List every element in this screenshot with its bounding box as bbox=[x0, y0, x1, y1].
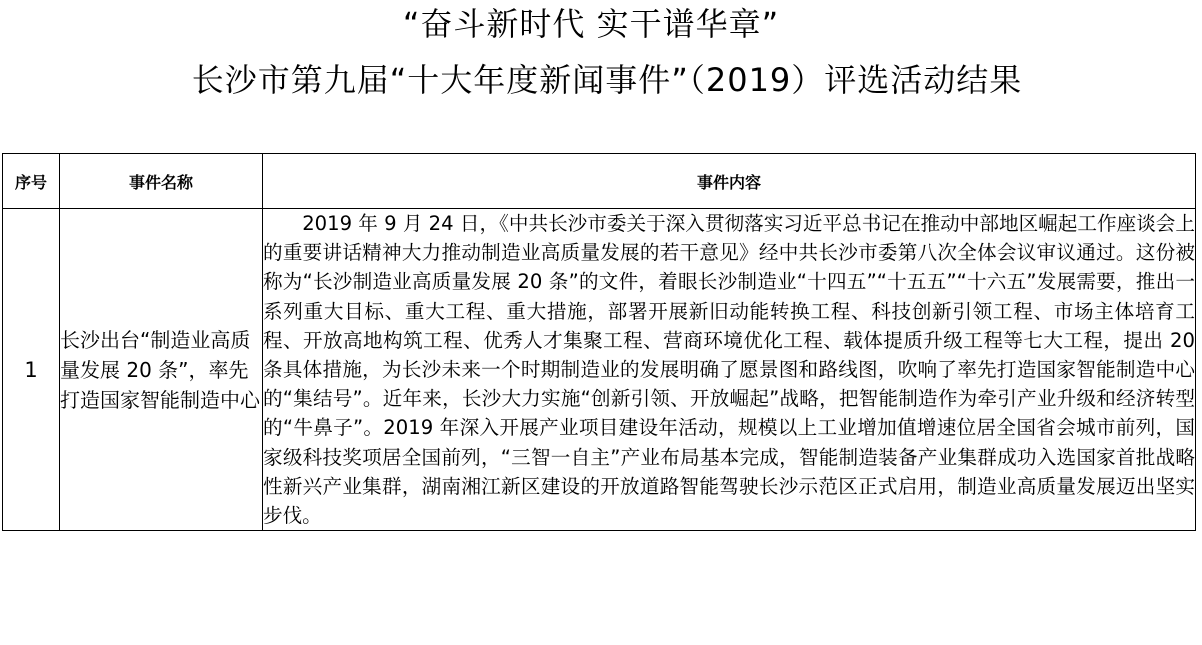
column-header-no: 序号 bbox=[3, 154, 60, 209]
event-content: 2019 年 9 月 24 日，《中共长沙市委关于深入贯彻落实习近平总书记在推动中部地区崛起工作座谈会上的重要讲话精神大力推动制造业高质量发展的若干意见》经中共长沙市委第八次全体会议审议通过。这份被称为“长沙制造业高质量发展 20 条”的文件，着眼长沙制造业“十四五”“十五五”“十六五”发展需要，推出一系列重大目标、重大工程、重大措施，部署开展新旧动能转换工程、科技创新引领工程、市场主体培育工程、开放高地构筑工程、优秀人才集聚工程、营商环境优化工程、载体提质升级工程等七大工程，提出 20 条具体措施，为长沙未来一个时期制造业的发展明确了愿景图和路线图，吹响了率先打造国家智能制造中心的“集结号”。近年来，长沙大力实施“创新引领、开放崛起”战略，把智能制造作为牵引产业升级和经济转型的“牛鼻子”。2019 年深入开展产业项目建设年活动，规模以上工业增加值增速位居全国省会城市前列，国家级科技奖项居全国前列，“三智一自主”产业布局基本完成，智能制造装备产业集群成功入选国家首批战略性新兴产业集群，湖南湘江新区建设的开放道路智能驾驶长沙示范区正式启用，制造业高质量发展迈出坚实步伐。 bbox=[263, 212, 1195, 528]
page-title-line-2: 长沙市第九届“十大年度新闻事件”（2019）评选活动结果 bbox=[191, 61, 1023, 99]
results-table bbox=[2, 153, 1196, 531]
table-header-row bbox=[3, 154, 1196, 209]
row-number: 1 bbox=[3, 209, 60, 531]
column-header-name: 事件名称 bbox=[60, 154, 263, 209]
page-title-line-1: “奋斗新时代 实干谱华章” bbox=[402, 5, 780, 43]
event-name: 长沙出台“制造业高质量发展 20 条”，率先打造国家智能制造中心 bbox=[60, 209, 263, 531]
table-row bbox=[3, 209, 1196, 531]
event-content-cell bbox=[263, 209, 1196, 531]
column-header-content: 事件内容 bbox=[263, 154, 1196, 209]
